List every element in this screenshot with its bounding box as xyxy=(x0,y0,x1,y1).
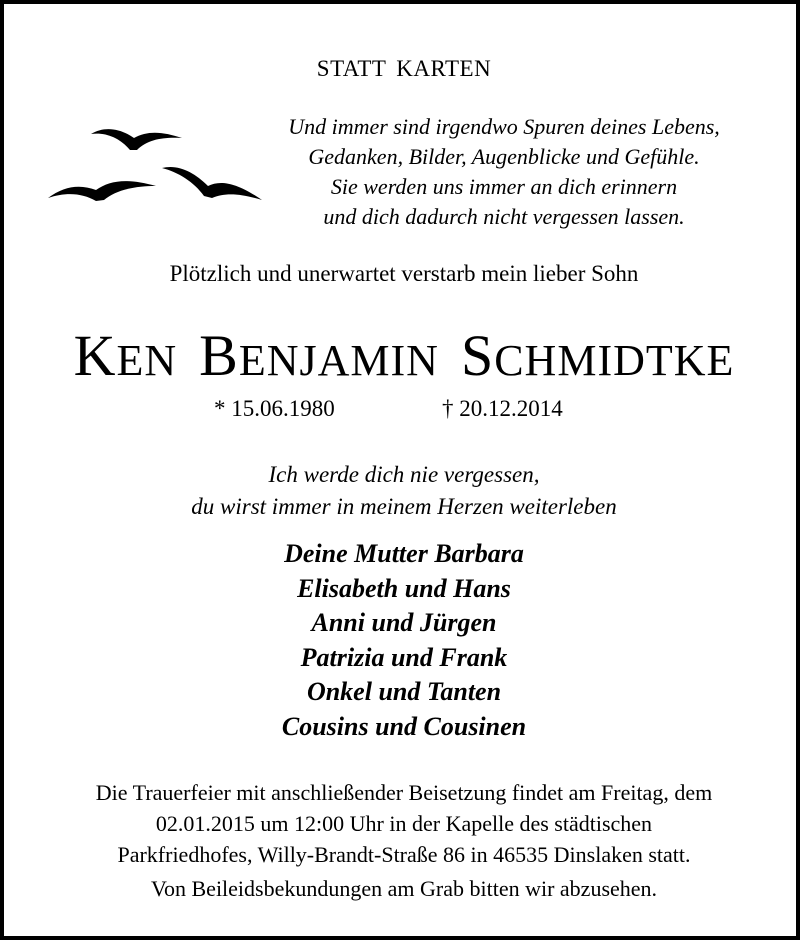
poem-line: und dich dadurch nicht vergessen lassen. xyxy=(323,204,685,229)
poem xyxy=(254,112,754,232)
funeral-info xyxy=(4,777,800,870)
last-name xyxy=(460,323,735,388)
last-name-rest: CHMIDTKE xyxy=(494,336,735,385)
first-name xyxy=(73,323,178,388)
first-name-initial: K xyxy=(73,323,117,388)
flying-birds-icon xyxy=(44,116,274,216)
mourner: Deine Mutter Barbara xyxy=(284,539,524,568)
verse-line: du wirst immer in meinem Herzen weiterleben xyxy=(191,494,617,519)
middle-name-initial: B xyxy=(199,323,239,388)
poem-line: Und immer sind irgendwo Spuren deines Lebens, xyxy=(288,114,720,139)
birth-date: * 15.06.1980 xyxy=(214,396,335,421)
death-date: † 20.12.2014 xyxy=(442,396,563,421)
bird-right-icon xyxy=(162,167,262,200)
funeral-info-line: 02.01.2015 um 12:00 Uhr in der Kapelle des städtischen xyxy=(155,811,653,836)
bird-left-icon xyxy=(48,181,156,201)
middle-name xyxy=(199,323,439,388)
mourner: Patrizia und Frank xyxy=(300,642,508,672)
condolence-note: Von Beileidsbekundungen am Grab bitten wir abzusehen. xyxy=(150,876,658,901)
memorial-verse xyxy=(4,459,800,523)
verse-line: Ich werde dich nie vergessen, xyxy=(268,462,540,487)
deceased-name xyxy=(4,324,800,393)
death-announcement: Plötzlich und unerwartet verstarb mein lieber Sohn xyxy=(169,261,639,286)
notice-header: STATT KARTEN xyxy=(316,56,492,81)
bird-top-icon xyxy=(91,129,182,150)
life-dates xyxy=(4,396,800,426)
poem-line: Sie werden uns immer an dich erinnern xyxy=(330,174,678,199)
mourner: Cousins und Cousinen xyxy=(281,711,527,741)
middle-name-rest: ENJAMIN xyxy=(238,336,439,385)
last-name-initial: S xyxy=(460,323,495,388)
mourner: Anni und Jürgen xyxy=(311,608,497,637)
funeral-info-line: Parkfriedhofes, Willy-Brandt-Straße 86 in 46535 Dinslaken statt. xyxy=(117,842,691,867)
mourner: Elisabeth und Hans xyxy=(297,573,511,603)
mourners-list xyxy=(4,537,800,744)
poem-line: Gedanken, Bilder, Augenblicke und Gefühle. xyxy=(308,144,700,169)
mourner: Onkel und Tanten xyxy=(306,677,502,706)
first-name-rest: EN xyxy=(116,336,178,385)
funeral-info-line: Die Trauerfeier mit anschließender Beisetzung findet am Freitag, dem xyxy=(95,780,713,805)
